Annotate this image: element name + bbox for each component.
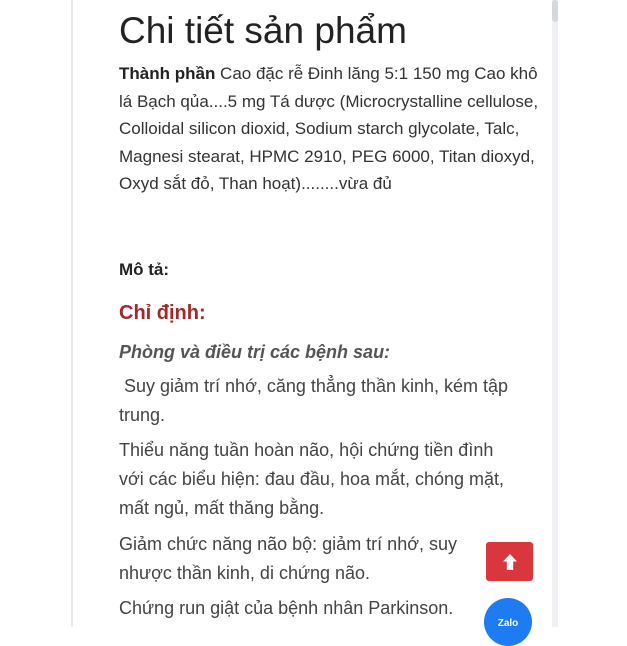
- ingredients-text: Cao đặc rễ Đinh lăng 5:1 150 mg Cao khô lá Bạch qủa....5 mg Tá dược (Microcrystalline cellulose, Colloidal silicon dioxid, Sodium starch glycolate, Talc, Magnesi stearat, HPMC 2910, PEG 6000, Titan dioxyd, Oxyd sắt đỏ, Than hoạt)........vừa đủ: [119, 64, 539, 193]
- ingredients-label: Thành phần: [119, 64, 216, 83]
- zalo-label: Zalo: [497, 618, 519, 629]
- scrollbar-track[interactable]: [552, 0, 558, 627]
- ingredients-paragraph: [119, 60, 539, 198]
- indication-item: Giảm chức năng não bộ: giảm trí nhớ, suy nhược thần kinh, di chứng não.: [119, 534, 458, 583]
- indications-subheading: Phòng và điều trị các bệnh sau:: [119, 342, 391, 362]
- scroll-to-top-button[interactable]: [486, 542, 533, 581]
- indication-item: Thiểu năng tuần hoàn não, hội chứng tiền đình với các biểu hiện: đau đầu, hoa mắt, chóng mặt, mất ngủ, mất thăng bằng.: [119, 440, 505, 518]
- indications-heading: Chỉ định:: [119, 302, 206, 324]
- scrollbar-thumb[interactable]: [552, 0, 558, 22]
- description-label: Mô tả:: [119, 260, 170, 279]
- content-frame-left-border: [71, 0, 73, 627]
- indication-item: Chứng run giật của bệnh nhân Parkinson.: [119, 598, 454, 618]
- arrow-up-icon: [502, 553, 518, 571]
- page-title: Chi tiết sản phẩm: [119, 10, 407, 51]
- zalo-chat-button[interactable]: [484, 598, 532, 646]
- indication-item: Suy giảm trí nhớ, căng thẳng thần kinh, kém tập trung.: [119, 376, 514, 425]
